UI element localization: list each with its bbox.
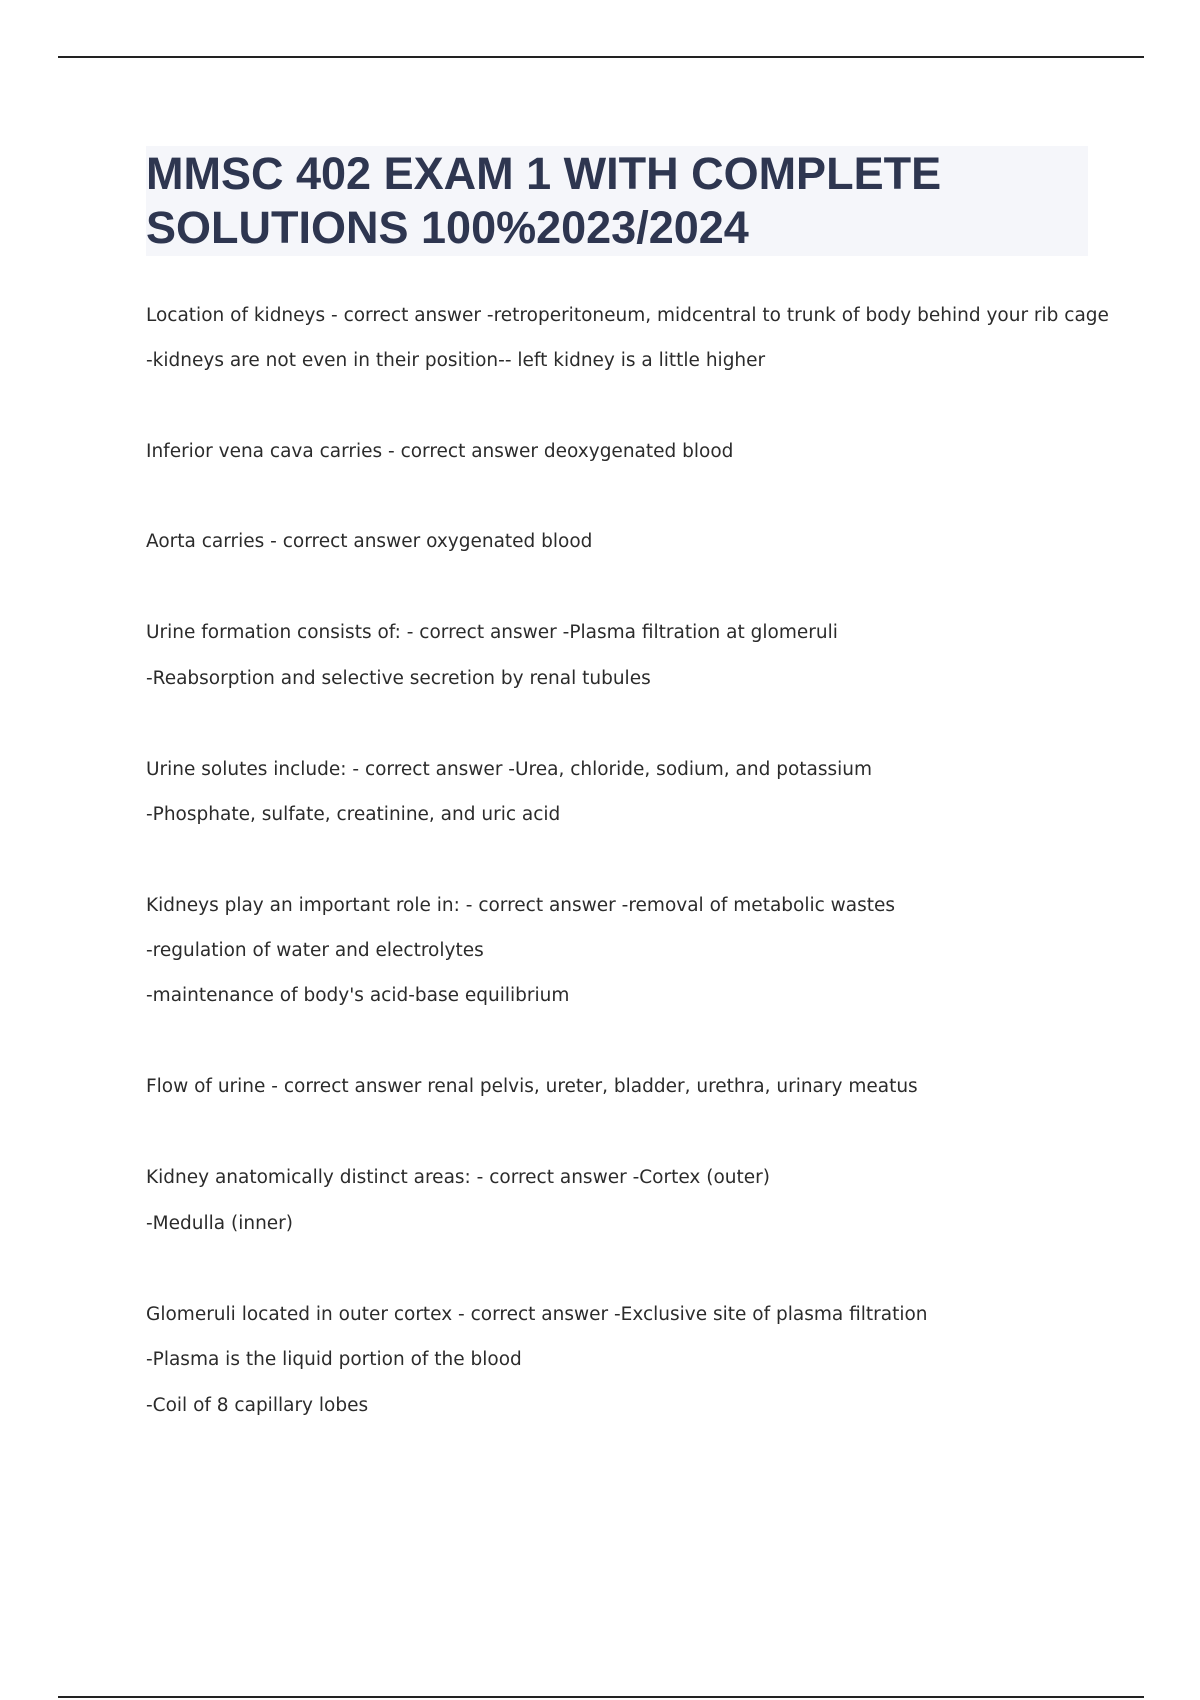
- document-title: [146, 146, 1088, 256]
- qa-line: Kidneys play an important role in: - correct answer -removal of metabolic wastes: [146, 895, 896, 916]
- top-divider: [58, 56, 1144, 58]
- qa-line: Glomeruli located in outer cortex - correct answer -Exclusive site of plasma filtration: [146, 1304, 928, 1325]
- qa-line: -Phosphate, sulfate, creatinine, and uric acid: [146, 804, 561, 825]
- title-line-1: MMSC 402 EXAM 1 WITH COMPLETE: [146, 148, 942, 199]
- qa-line: -Medulla (inner): [146, 1213, 293, 1234]
- title-line-2: SOLUTIONS 100%2023/2024: [146, 202, 749, 253]
- qa-line: -maintenance of body's acid-base equilibrium: [146, 985, 570, 1006]
- qa-line: Kidney anatomically distinct areas: - correct answer -Cortex (outer): [146, 1167, 770, 1188]
- bottom-divider: [58, 1696, 1144, 1698]
- qa-line: Inferior vena cava carries - correct answer deoxygenated blood: [146, 441, 734, 462]
- qa-line: -kidneys are not even in their position-- left kidney is a little higher: [146, 350, 766, 371]
- qa-line: -Reabsorption and selective secretion by renal tubules: [146, 668, 651, 689]
- qa-line: Flow of urine - correct answer renal pelvis, ureter, bladder, urethra, urinary meatus: [146, 1076, 918, 1097]
- qa-line: -Plasma is the liquid portion of the blood: [146, 1349, 522, 1370]
- qa-line: Aorta carries - correct answer oxygenated blood: [146, 531, 593, 552]
- qa-line: Urine formation consists of: - correct answer -Plasma filtration at glomeruli: [146, 622, 838, 643]
- qa-line: Location of kidneys - correct answer -retroperitoneum, midcentral to trunk of body behind your rib cage: [146, 305, 1109, 326]
- qa-line: -regulation of water and electrolytes: [146, 940, 484, 961]
- qa-line: -Coil of 8 capillary lobes: [146, 1395, 369, 1416]
- qa-line: Urine solutes include: - correct answer -Urea, chloride, sodium, and potassium: [146, 759, 873, 780]
